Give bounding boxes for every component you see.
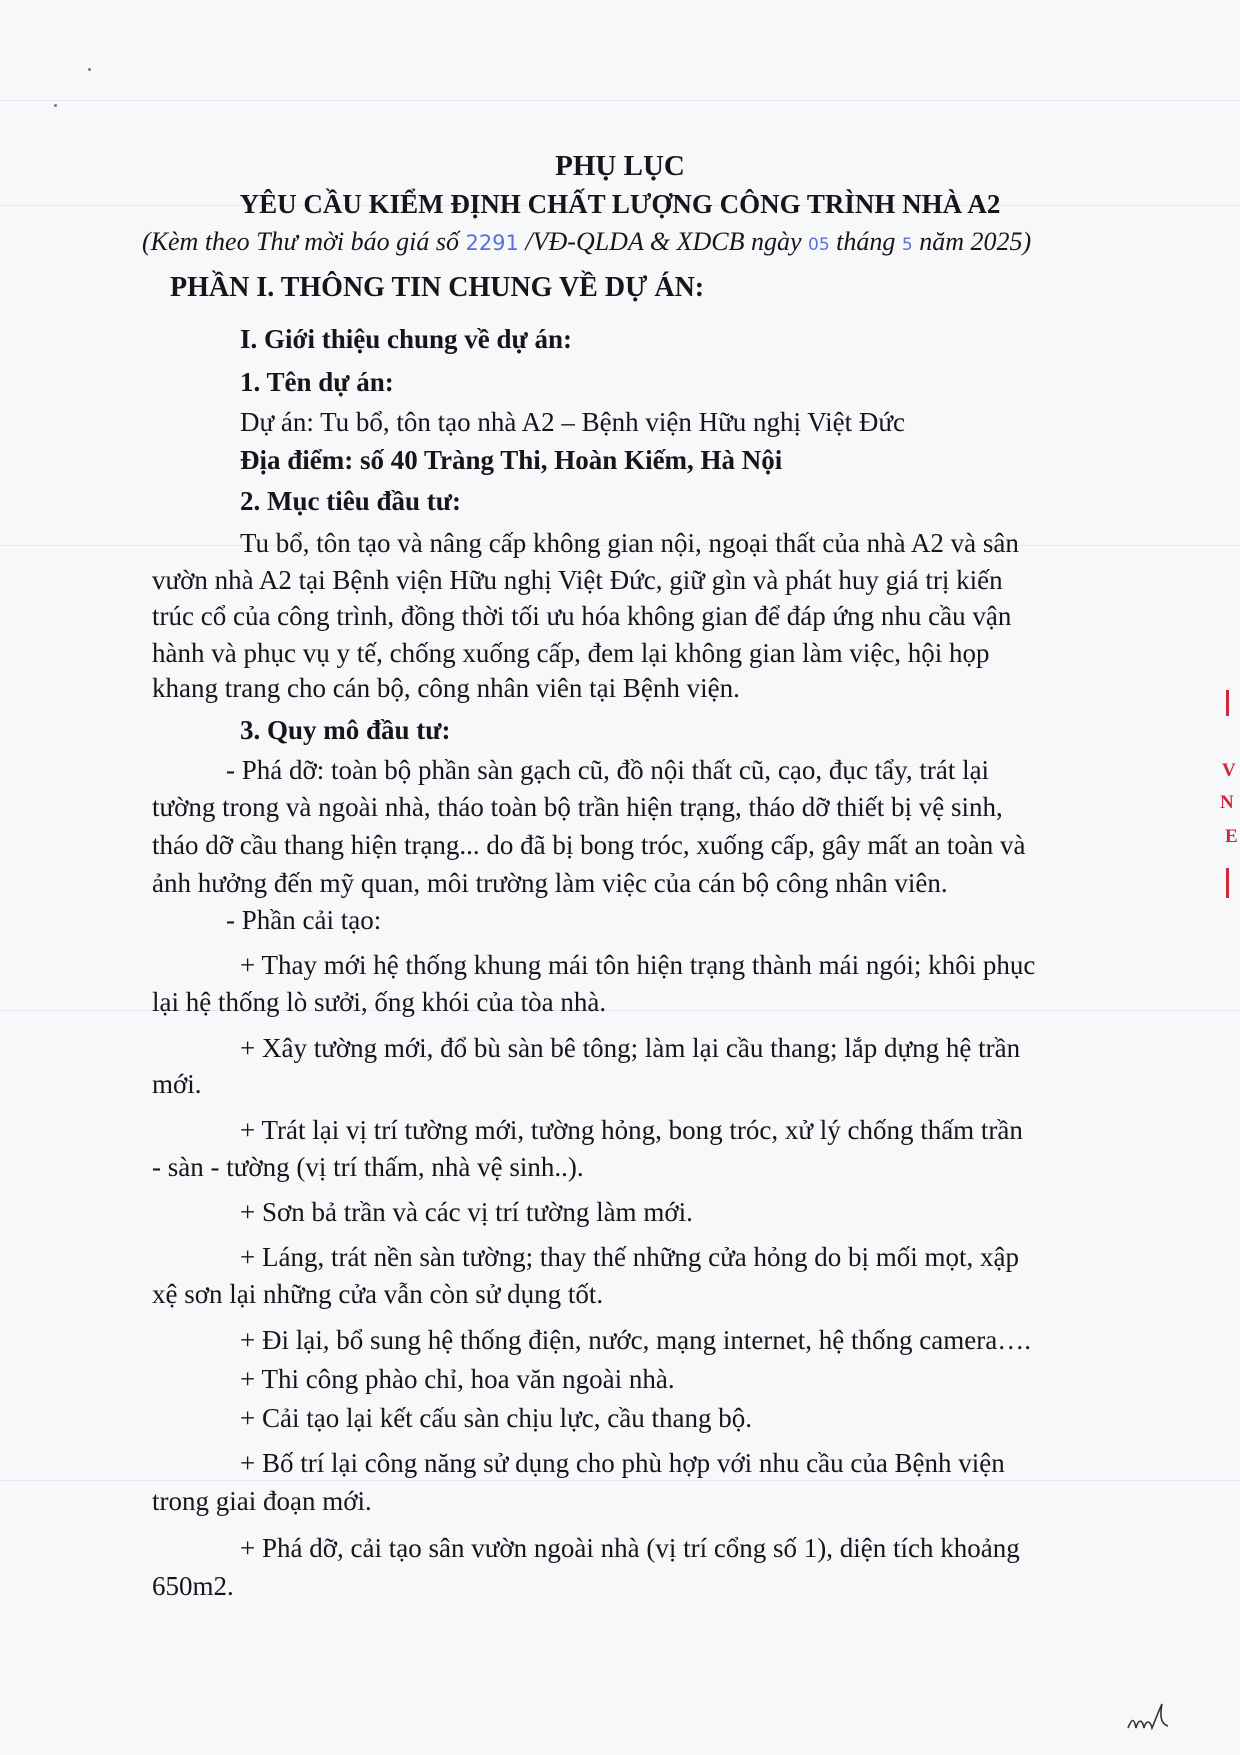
list-item-line: + Thay mới hệ thống khung mái tôn hiện trạng thành mái ngói; khôi phục [240, 950, 1036, 980]
paragraph-line: Tu bổ, tôn tạo và nâng cấp không gian nội, ngoại thất của nhà A2 và sân [240, 528, 1019, 558]
subsection-heading: 3. Quy mô đầu tư: [240, 715, 451, 745]
list-item-line: + Phá dỡ, cải tạo sân vườn ngoài nhà (vị trí cổng số 1), diện tích khoảng [240, 1533, 1020, 1563]
reference-line [142, 227, 1031, 257]
reference-middle: /VĐ-QLDA & XDCB ngày [525, 227, 802, 256]
list-item-line: + Láng, trát nền sàn tường; thay thế những cửa hỏng do bị mối mọt, xập [240, 1242, 1020, 1272]
appendix-title: PHỤ LỤC [555, 150, 685, 182]
scan-speck [88, 68, 91, 71]
subsection-heading: 2. Mục tiêu đầu tư: [240, 486, 461, 516]
paragraph-line: - Phần cải tạo: [226, 905, 382, 935]
paragraph-line: khang trang cho cán bộ, công nhân viên tại Bệnh viện. [152, 673, 740, 703]
document-subtitle: YÊU CẦU KIỂM ĐỊNH CHẤT LƯỢNG CÔNG TRÌNH NHÀ A2 [239, 189, 1001, 219]
paragraph-line: - Phá dỡ: toàn bộ phần sàn gạch cũ, đồ nội thất cũ, cạo, đục tẩy, trát lại [226, 755, 990, 785]
list-item-line: + Bố trí lại công năng sử dụng cho phù hợp với nhu cầu của Bệnh viện [240, 1448, 1005, 1478]
paragraph-line: tường trong và ngoài nhà, tháo toàn bộ trần hiện trạng, tháo dỡ thiết bị vệ sinh, [152, 792, 1003, 822]
paragraph-line: hành và phục vụ y tế, chống xuống cấp, đem lại không gian làm việc, hội họp [152, 638, 990, 668]
part-heading: PHẦN I. THÔNG TIN CHUNG VỀ DỰ ÁN: [170, 272, 705, 303]
reference-month-label: tháng [836, 227, 896, 256]
list-item-line: lại hệ thống lò sưởi, ống khói của tòa nhà. [152, 987, 607, 1017]
list-item-line: + Trát lại vị trí tường mới, tường hỏng, bong tróc, xử lý chống thấm trần [240, 1115, 1023, 1145]
list-item-line: mới. [152, 1069, 202, 1099]
reference-prefix: (Kèm theo Thư mời báo giá số [142, 227, 459, 256]
list-item-line: + Thi công phào chỉ, hoa văn ngoài nhà. [240, 1364, 675, 1394]
paragraph-line: vườn nhà A2 tại Bệnh viện Hữu nghị Việt Đức, giữ gìn và phát huy giá trị kiến [152, 565, 1003, 595]
list-item-line: 650m2. [152, 1571, 234, 1601]
handwritten-initials [1124, 1700, 1184, 1736]
paragraph-line: ảnh hưởng đến mỹ quan, môi trường làm việc của cán bộ công nhân viên. [152, 868, 948, 898]
list-item-line: trong giai đoạn mới. [152, 1486, 372, 1516]
project-location: Địa điểm: số 40 Tràng Thi, Hoàn Kiếm, Hà Nội [240, 445, 783, 475]
reference-suffix: năm 2025) [919, 227, 1032, 256]
subsection-heading: 1. Tên dự án: [240, 367, 394, 397]
section-heading: I. Giới thiệu chung về dự án: [240, 324, 572, 354]
handwritten-month: 5 [901, 235, 913, 255]
document-page: PHỤ LỤC YÊU CẦU KIỂM ĐỊNH CHẤT LƯỢNG CÔNG TRÌNH NHÀ A2 (Kèm theo Thư mời báo giá số 2291 /VĐ-QLDA & XDCB ngày 05 tháng 5 năm 2025) PHẦN I. THÔNG TIN CHUNG VỀ DỰ ÁN: I. Giới thiệu chung về dự án: 1. Tên dự án: Dự án: Tu bổ, tôn tạo nhà A2 – Bệnh viện Hữu nghị Việt Đức Địa điểm: số 40 Tràng Thi, Hoàn Kiếm, Hà Nội 2. Mục tiêu đầu tư: Tu bổ, tôn tạo và nâng cấp không gian nội, ngoại thất của nhà A2 và sân vườn nhà A2 tại Bệnh viện Hữu nghị Việt Đức, giữ gìn và phát huy giá trị kiến trúc cổ của công trình, đồng thời tối ưu hóa không gian để đáp ứng nhu cầu vận hành và phục vụ y tế, chống xuống cấp, đem lại không gian làm việc, hội họp khang trang cho cán bộ, công nhân viên tại Bệnh viện. 3. Quy mô đầu tư: - Phá dỡ: toàn bộ phần sàn gạch cũ, đồ nội thất cũ, cạo, đục tẩy, trát lại tường trong và ngoài nhà, tháo toàn bộ trần hiện trạng, tháo dỡ thiết bị vệ sinh, tháo dỡ cầu thang hiện trạng... do đã bị bong tróc, xuống cấp, gây mất an toàn và ảnh hưởng đến mỹ quan, môi trường làm việc của cán bộ công nhân viên. - Phần cải tạo: + Thay mới hệ thống khung mái tôn hiện trạng thành mái ngói; khôi phục lại hệ thống lò sưởi, ống khói của tòa nhà. + Xây tường mới, đổ bù sàn bê tông; làm lại cầu thang; lắp dựng hệ trần mới. + Trát lại vị trí tường mới, tường hỏng, bong tróc, xử lý chống thấm trần - sàn - tường (vị trí thấm, nhà vệ sinh..). + Sơn bả trần và các vị trí tường làm mới. + Láng, trát nền sàn tường; thay thế những cửa hỏng do bị mối mọt, xập xệ sơn lại những cửa vẫn còn sử dụng tốt. + Đi lại, bổ sung hệ thống điện, nước, mạng internet, hệ thống camera…. + Thi công phào chỉ, hoa văn ngoài nhà. + Cải tạo lại kết cấu sàn chịu lực, cầu thang bộ. + Bố trí lại công năng sử dụng cho phù hợp với nhu cầu của Bệnh viện trong giai đoạn mới. + Phá dỡ, cải tạo sân vườn ngoài nhà (vị trí cổng số 1), diện tích khoảng 650m2. V N E [0, 0, 1240, 1755]
list-item-line: xệ sơn lại những cửa vẫn còn sử dụng tốt. [152, 1279, 604, 1309]
paragraph-line: tháo dỡ cầu thang hiện trạng... do đã bị bong tróc, xuống cấp, gây mất an toàn và [152, 830, 1026, 860]
scan-speck [54, 104, 57, 107]
handwritten-day: 05 [808, 235, 830, 255]
scan-line [0, 1480, 1240, 1481]
scan-line [0, 100, 1240, 101]
list-item-line: + Sơn bả trần và các vị trí tường làm mới. [240, 1197, 693, 1227]
list-item-line: + Đi lại, bổ sung hệ thống điện, nước, mạng internet, hệ thống camera…. [240, 1325, 1031, 1355]
project-name: Dự án: Tu bổ, tôn tạo nhà A2 – Bệnh viện Hữu nghị Việt Đức [240, 407, 906, 437]
list-item-line: + Xây tường mới, đổ bù sàn bê tông; làm lại cầu thang; lắp dựng hệ trần [240, 1033, 1021, 1063]
handwritten-number: 2291 [465, 231, 519, 255]
paragraph-line: trúc cổ của công trình, đồng thời tối ưu hóa không gian để đáp ứng nhu cầu vận [152, 601, 1012, 631]
list-item-line: - sàn - tường (vị trí thấm, nhà vệ sinh..). [152, 1152, 584, 1182]
list-item-line: + Cải tạo lại kết cấu sàn chịu lực, cầu thang bộ. [240, 1403, 752, 1433]
